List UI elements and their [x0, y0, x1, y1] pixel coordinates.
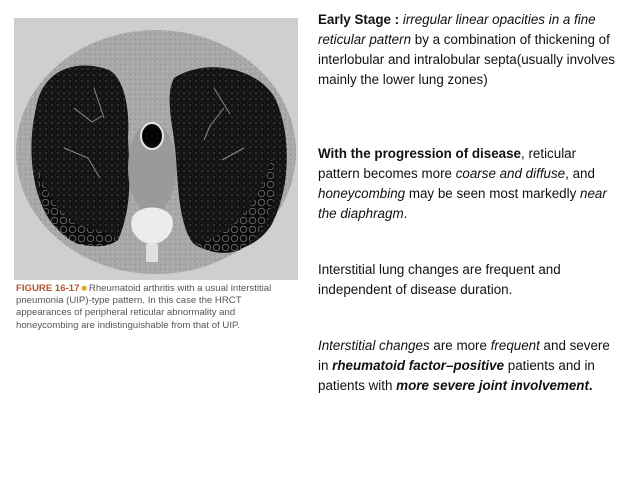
joint-involvement-text: more severe joint involvement	[396, 378, 589, 393]
progression-text-1: , reticular pattern becomes more	[318, 146, 577, 181]
honeycombing-text: honeycombing	[318, 186, 406, 201]
progression-text-2: , and	[565, 166, 595, 181]
figure-caption	[16, 282, 298, 332]
paragraph-early-stage	[318, 10, 618, 90]
frequent-text: frequent	[490, 338, 540, 353]
diaphragm-text: near the diaphragm	[318, 186, 607, 221]
caption-square-icon: ■	[81, 283, 87, 293]
duration-text: Interstitial lung changes are frequent and independent of disease duration.	[318, 262, 561, 297]
progression-text-3: may be seen most markedly	[405, 186, 580, 201]
trachea	[141, 123, 163, 149]
progression-heading: With the progression of disease	[318, 146, 522, 161]
text-column	[318, 10, 618, 393]
progression-period: .	[403, 206, 408, 221]
hrct-chest-scan-image	[14, 18, 298, 280]
paragraph-severity	[318, 336, 618, 396]
paragraph-progression	[318, 144, 618, 224]
severity-text-3: patients and in patients with	[318, 358, 595, 393]
spinous-process	[146, 244, 158, 262]
coarse-diffuse-text: coarse and diffuse	[455, 166, 566, 181]
rheumatoid-factor-text: rheumatoid factor–positive	[332, 358, 505, 373]
septa-thickening-text: by a combination of thickening of interlobular and intralobular septa(usually involves mainly the lower lung zones)	[318, 32, 615, 87]
fine-reticular-text: irregular linear opacities in a fine reticular pattern	[318, 12, 596, 47]
left-lung	[170, 67, 287, 252]
figure-label: FIGURE 16-17	[16, 283, 80, 294]
interstitial-changes-text: Interstitial changes	[318, 338, 430, 353]
paragraph-duration	[318, 260, 618, 300]
severity-text-2: and severe in	[318, 338, 610, 373]
caption-text: Rheumatoid arthritis with a usual interstitial pneumonia (UIP)-type pattern. In this case the HRCT appearances of peripheral reticular abnormality and honeycombing are indistinguishable from that of UIP.	[16, 283, 272, 331]
early-stage-heading: Early Stage :	[318, 12, 403, 27]
severity-text-1: are more	[429, 338, 491, 353]
severity-period: .	[588, 378, 593, 393]
